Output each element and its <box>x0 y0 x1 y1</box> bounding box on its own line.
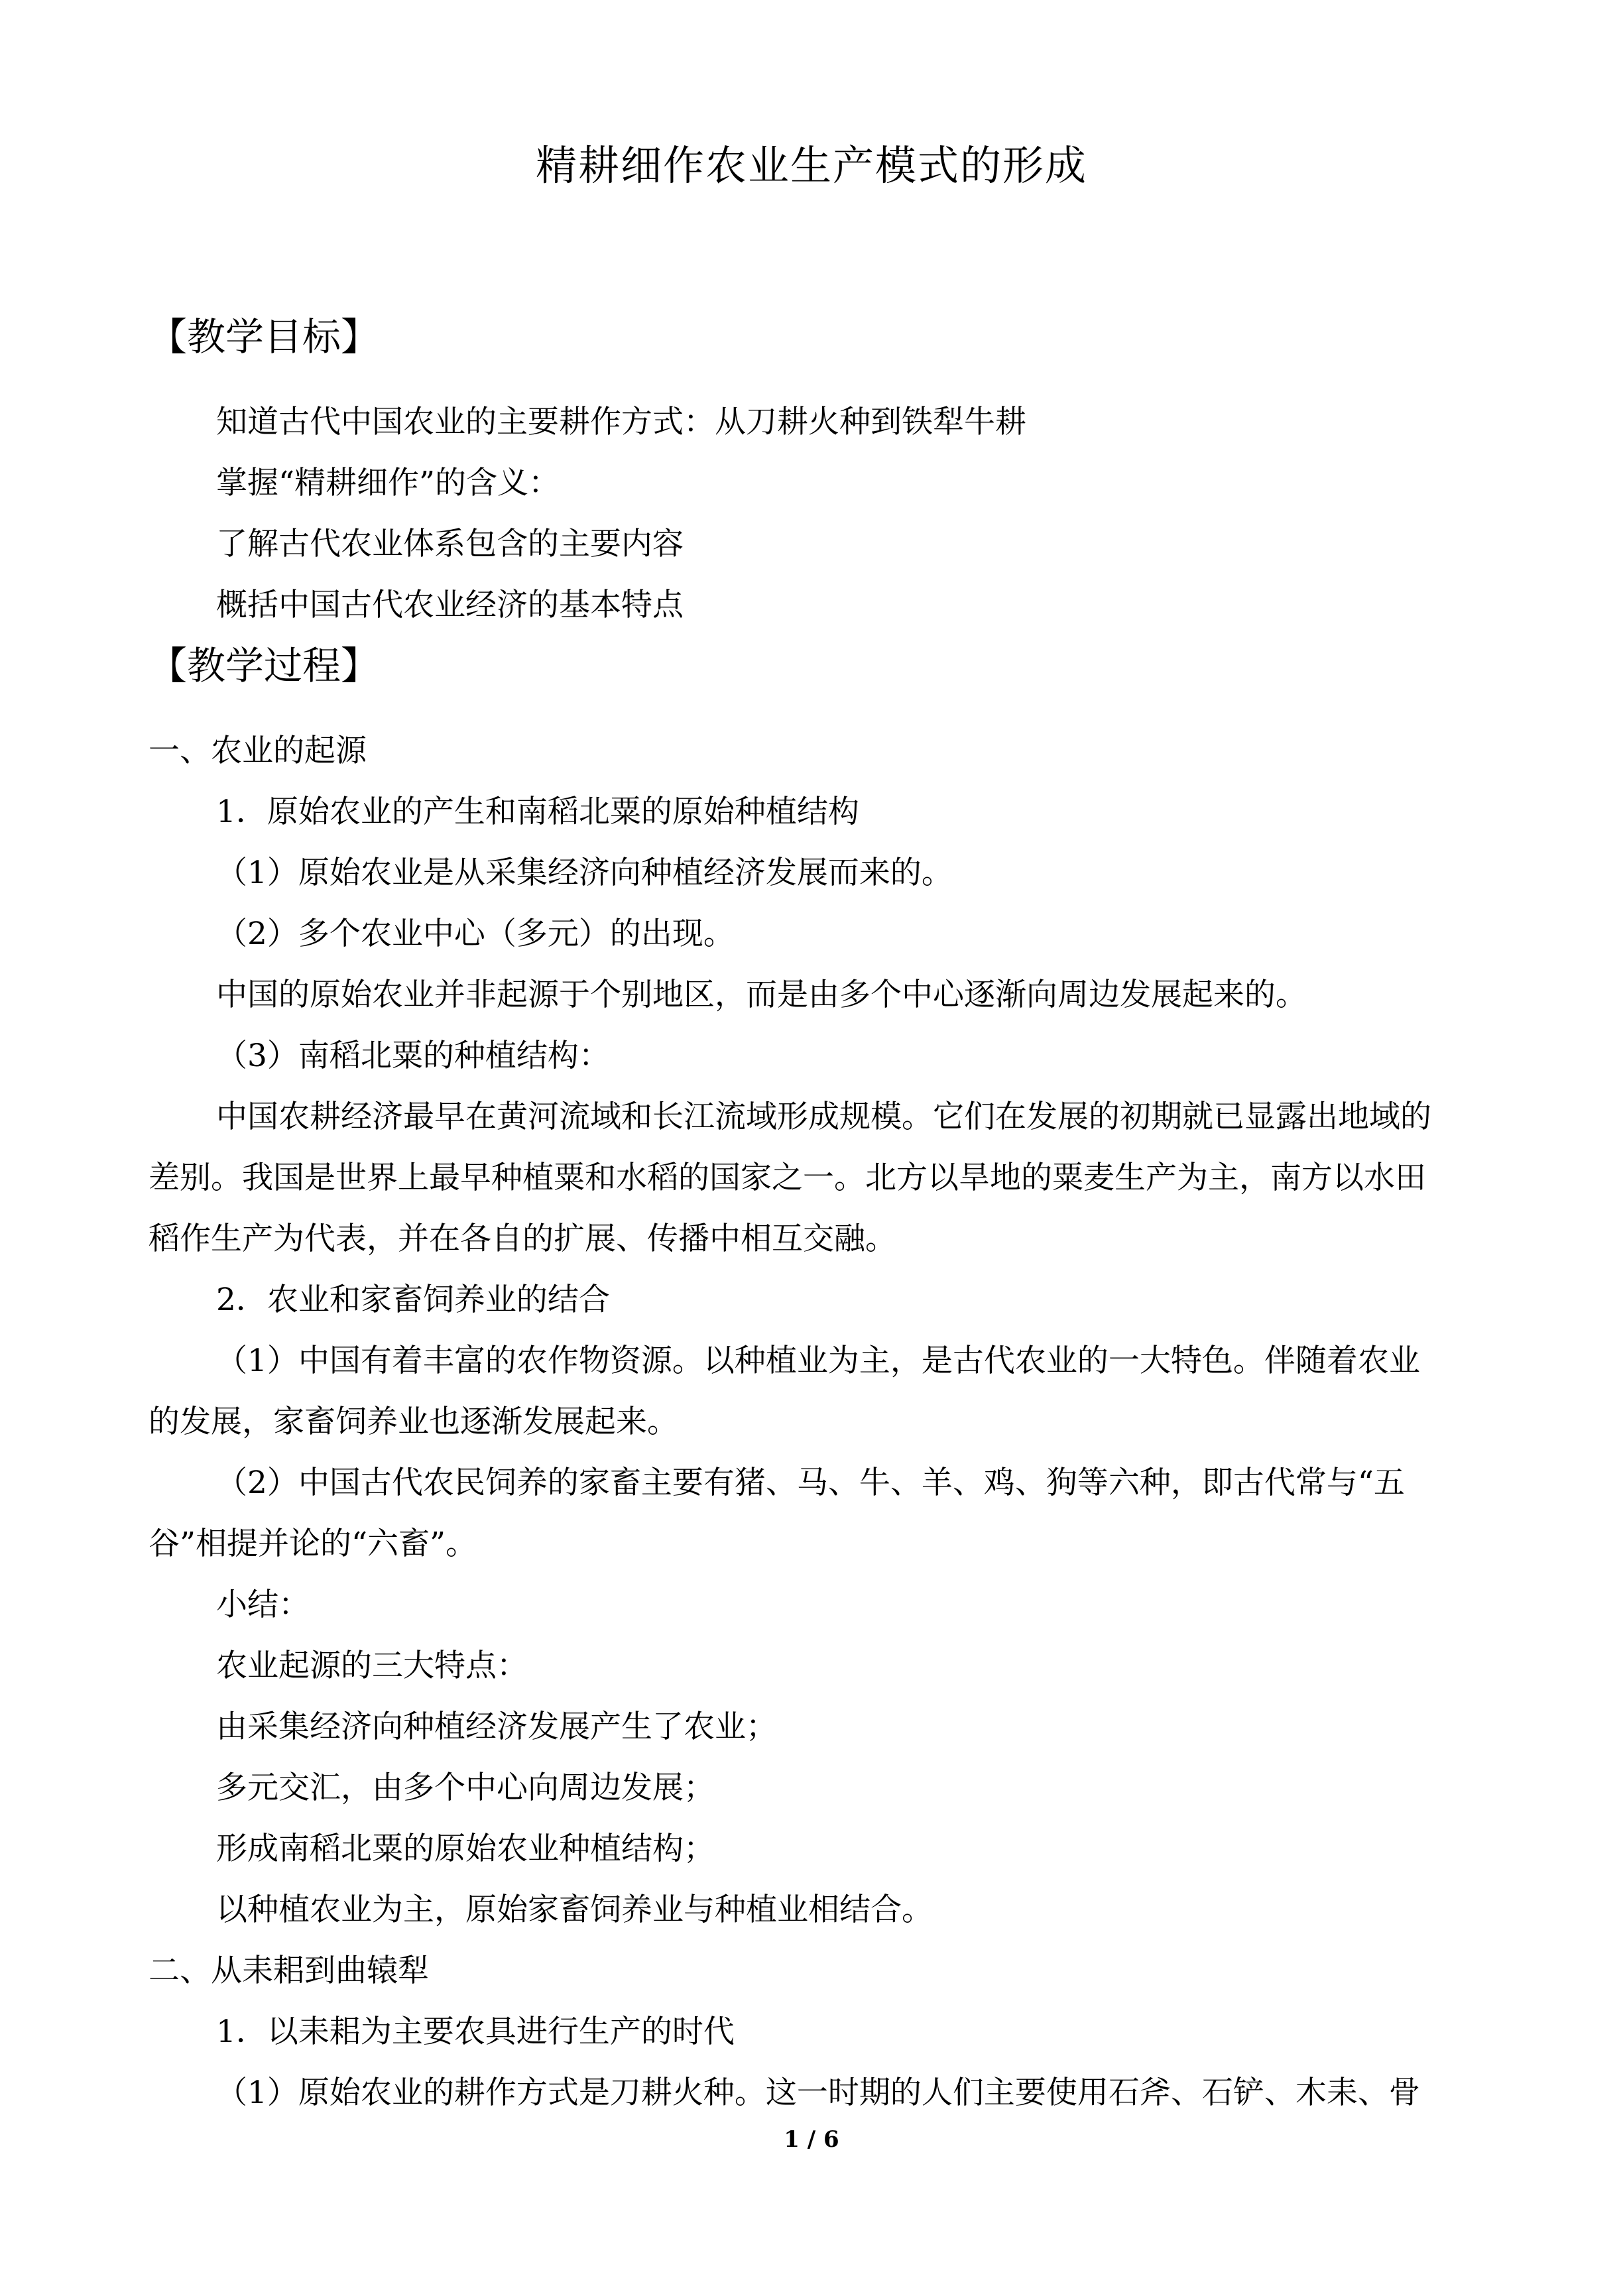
paragraph-line: 的发展，家畜饲养业也逐渐发展起来。 <box>149 1404 678 1440</box>
paragraph-line: （2）中国古代农民饲养的家畜主要有猪、马、牛、羊、鸡、狗等六种，即古代常与“五 <box>216 1465 1405 1501</box>
list-item: （1）原始农业是从采集经济向种植经济发展而来的。 <box>216 855 953 891</box>
list-item: （2）多个农业中心（多元）的出现。 <box>216 916 735 952</box>
summary-point: 以种植农业为主，原始家畜饲养业与种植业相结合。 <box>216 1892 933 1928</box>
objective-item: 了解古代农业体系包含的主要内容 <box>216 526 684 562</box>
summary-title: 农业起源的三大特点： <box>216 1648 528 1684</box>
summary-point: 形成南稻北粟的原始农业种植结构； <box>216 1831 715 1867</box>
summary-label: 小结： <box>216 1587 310 1623</box>
paragraph-line: （1）原始农业的耕作方式是刀耕火种。这一时期的人们主要使用石斧、石铲、木耒、骨 <box>216 2075 1420 2111</box>
page-number: 1 / 6 <box>784 2126 839 2153</box>
part-heading: 一、农业的起源 <box>149 733 367 769</box>
list-item: （3）南稻北粟的种植结构： <box>216 1038 610 1074</box>
subsection-heading: 2．农业和家畜饲养业的结合 <box>216 1282 610 1318</box>
section-heading-objectives: 【教学目标】 <box>149 314 380 359</box>
summary-point: 多元交汇，由多个中心向周边发展； <box>216 1770 715 1806</box>
paragraph-line: 中国农耕经济最早在黄河流域和长江流域形成规模。它们在发展的初期就已显露出地域的 <box>216 1099 1431 1135</box>
summary-point: 由采集经济向种植经济发展产生了农业； <box>216 1709 777 1745</box>
paragraph-line: 差别。我国是世界上最早种植粟和水稻的国家之一。北方以旱地的粟麦生产为主，南方以水田 <box>149 1160 1426 1196</box>
paragraph-line: 谷”相提并论的“六畜”。 <box>149 1526 477 1562</box>
section-heading-process: 【教学过程】 <box>149 643 380 688</box>
paragraph-line: （1）中国有着丰富的农作物资源。以种植业为主，是古代农业的一大特色。伴随着农业 <box>216 1343 1420 1379</box>
document-title: 精耕细作农业生产模式的形成 <box>535 141 1087 190</box>
objective-item: 概括中国古代农业经济的基本特点 <box>216 587 684 623</box>
objective-item: 掌握“精耕细作”的含义： <box>216 465 560 501</box>
objective-item: 知道古代中国农业的主要耕作方式：从刀耕火种到铁犁牛耕 <box>216 404 1026 440</box>
paragraph-line: 中国的原始农业并非起源于个别地区，而是由多个中心逐渐向周边发展起来的。 <box>216 977 1307 1013</box>
subsection-heading: 1．原始农业的产生和南稻北粟的原始种植结构 <box>216 794 859 830</box>
subsection-heading: 1．以耒耜为主要农具进行生产的时代 <box>216 2014 735 2050</box>
paragraph-line: 稻作生产为代表，并在各自的扩展、传播中相互交融。 <box>149 1221 896 1257</box>
part-heading: 二、从耒耜到曲辕犁 <box>149 1953 429 1989</box>
